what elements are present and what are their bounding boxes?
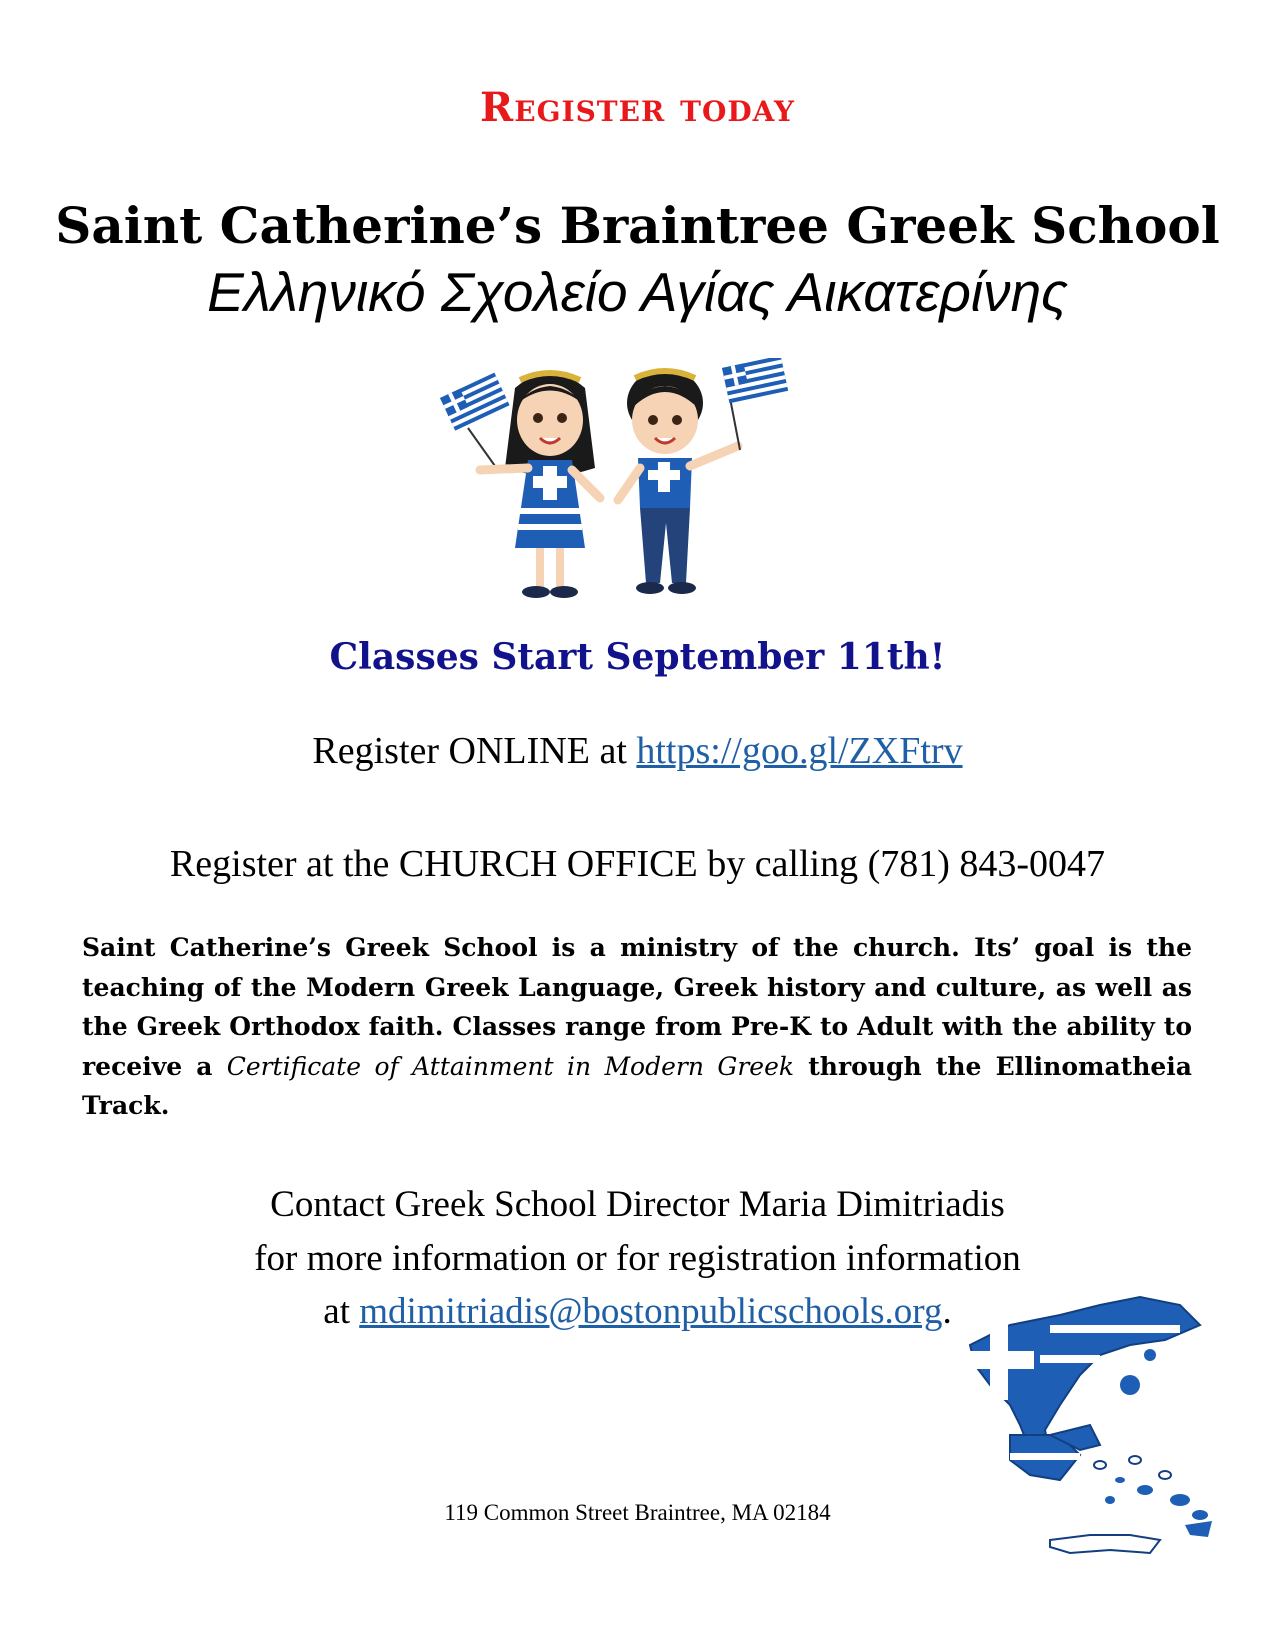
register-online-line — [0, 729, 1275, 773]
contact-line-2: for more information or for registration information — [254, 1238, 1021, 1279]
school-description — [82, 928, 1192, 1126]
greece-map-flag-icon — [950, 1285, 1230, 1575]
left-flag-icon — [440, 373, 510, 466]
contact-period: . — [942, 1291, 952, 1332]
description-text-2: through the Ellinomatheia Track. — [82, 1051, 1192, 1120]
register-online-label: Register ONLINE at — [312, 730, 637, 772]
right-flag-icon — [722, 358, 788, 450]
registration-link[interactable]: https://goo.gl/ZXFtrv — [636, 730, 963, 772]
church-address: 119 Common Street Braintree, MA 02184 — [444, 1500, 831, 1525]
boy-figure — [618, 369, 738, 594]
classes-start-heading: Classes Start September 11th! — [329, 636, 946, 678]
director-email-link[interactable]: mdimitriadis@bostonpublicschools.org — [359, 1291, 943, 1332]
certificate-name: Certificate of Attainment in Modern Greek — [226, 1051, 795, 1081]
kids-with-flags-illustration — [440, 358, 830, 610]
school-title-greek: Ελληνικό Σχολείο Αγίας Αικατερίνης — [207, 261, 1068, 323]
school-title: Saint Catherine’s Braintree Greek School — [55, 196, 1220, 255]
contact-line-1: Contact Greek School Director Maria Dimitriadis — [270, 1184, 1005, 1225]
register-today-heading: Register today — [479, 84, 795, 131]
description-text-1: Saint Catherine’s Greek School is a ministry of the church. Its’ goal is the teaching of the Modern Greek Language, Greek history and culture, as well as the Greek Orthodox faith. Classes range from Pre-K to Adult with the ability to receive a — [82, 933, 1192, 1081]
contact-at-label: at — [323, 1291, 360, 1332]
register-office-line: Register at the CHURCH OFFICE by calling (781) 843-0047 — [169, 843, 1106, 885]
